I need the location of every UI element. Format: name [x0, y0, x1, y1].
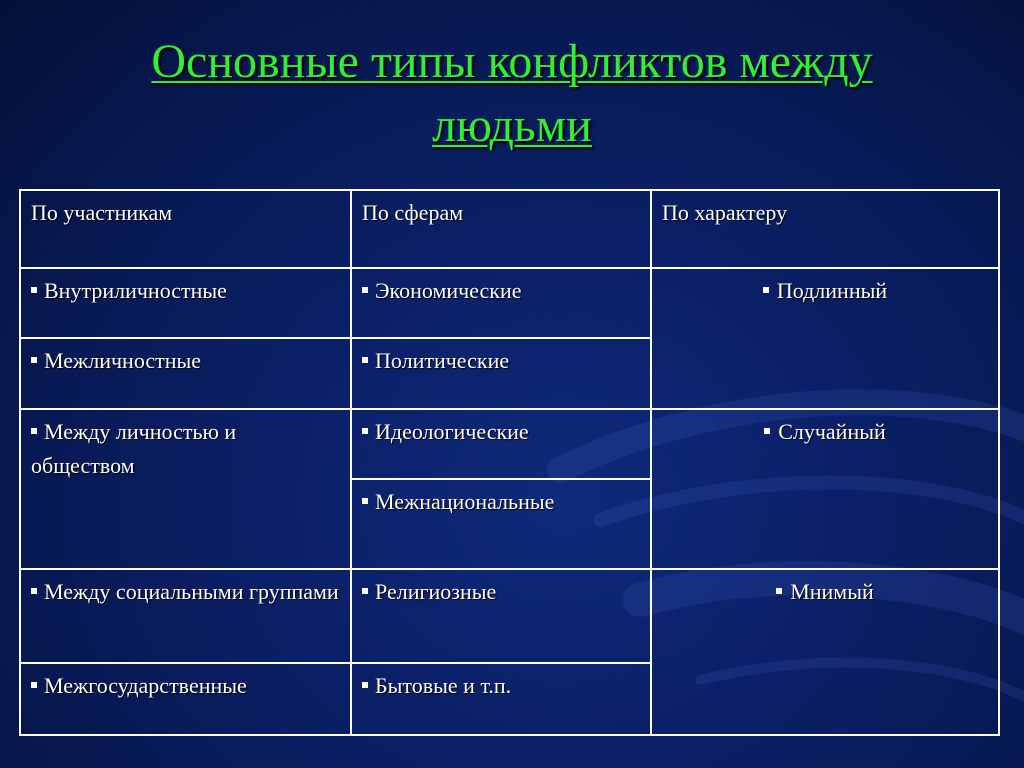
table-row [20, 569, 999, 663]
cell-participants-interpersonal [20, 338, 351, 409]
cell-text: Идеологические [375, 419, 529, 444]
cell-participants-person-society [20, 409, 351, 569]
square-bullet-icon [31, 428, 37, 434]
header-by-spheres: По сферам [351, 190, 651, 268]
cell-text: Подлинный [776, 278, 888, 303]
table-header-row [20, 190, 999, 268]
slide-title-line-1: Основные типы конфликтов между [151, 35, 873, 88]
cell-text: Межнациональные [375, 489, 555, 514]
cell-sphere-economic [351, 268, 651, 338]
cell-character-imaginary [651, 569, 999, 735]
square-bullet-icon [362, 498, 368, 504]
header-by-character: По характеру [651, 190, 999, 268]
cell-participants-intrapersonal [20, 268, 351, 338]
square-bullet-icon [362, 588, 368, 594]
slide-title [0, 30, 1024, 158]
cell-text: Внутриличностные [44, 278, 227, 303]
cell-sphere-ideological [351, 409, 651, 479]
cell-character-genuine [651, 268, 999, 409]
square-bullet-icon [31, 357, 37, 363]
cell-text: Экономические [375, 278, 522, 303]
cell-sphere-interethnic [351, 479, 651, 569]
square-bullet-icon [31, 682, 37, 688]
square-bullet-icon [31, 588, 37, 594]
cell-text: Между социальными группами [44, 579, 339, 604]
square-bullet-icon [763, 287, 769, 293]
cell-participants-social-groups [20, 569, 351, 663]
cell-text: Религиозные [375, 579, 497, 604]
header-by-participants: По участникам [20, 190, 351, 268]
slide-title-line-2: людьми [432, 99, 592, 152]
cell-text: Мнимый [790, 579, 874, 604]
cell-text: Политические [375, 348, 510, 373]
cell-text: Межгосударственные [44, 673, 247, 698]
square-bullet-icon [764, 428, 770, 434]
square-bullet-icon [362, 428, 368, 434]
square-bullet-icon [362, 287, 368, 293]
cell-character-random [651, 409, 999, 569]
table-row [20, 409, 999, 479]
square-bullet-icon [31, 287, 37, 293]
cell-sphere-household [351, 663, 651, 735]
cell-sphere-political [351, 338, 651, 409]
conflict-types-table [19, 189, 1000, 736]
cell-text: Случайный [778, 419, 886, 444]
cell-participants-interstate [20, 663, 351, 735]
cell-text: Межличностные [44, 348, 202, 373]
table-row [20, 268, 999, 338]
square-bullet-icon [362, 357, 368, 363]
cell-sphere-religious [351, 569, 651, 663]
square-bullet-icon [776, 588, 782, 594]
square-bullet-icon [362, 682, 368, 688]
cell-text: Бытовые и т.п. [375, 673, 512, 698]
cell-text: Между личностью и обществом [31, 419, 237, 478]
